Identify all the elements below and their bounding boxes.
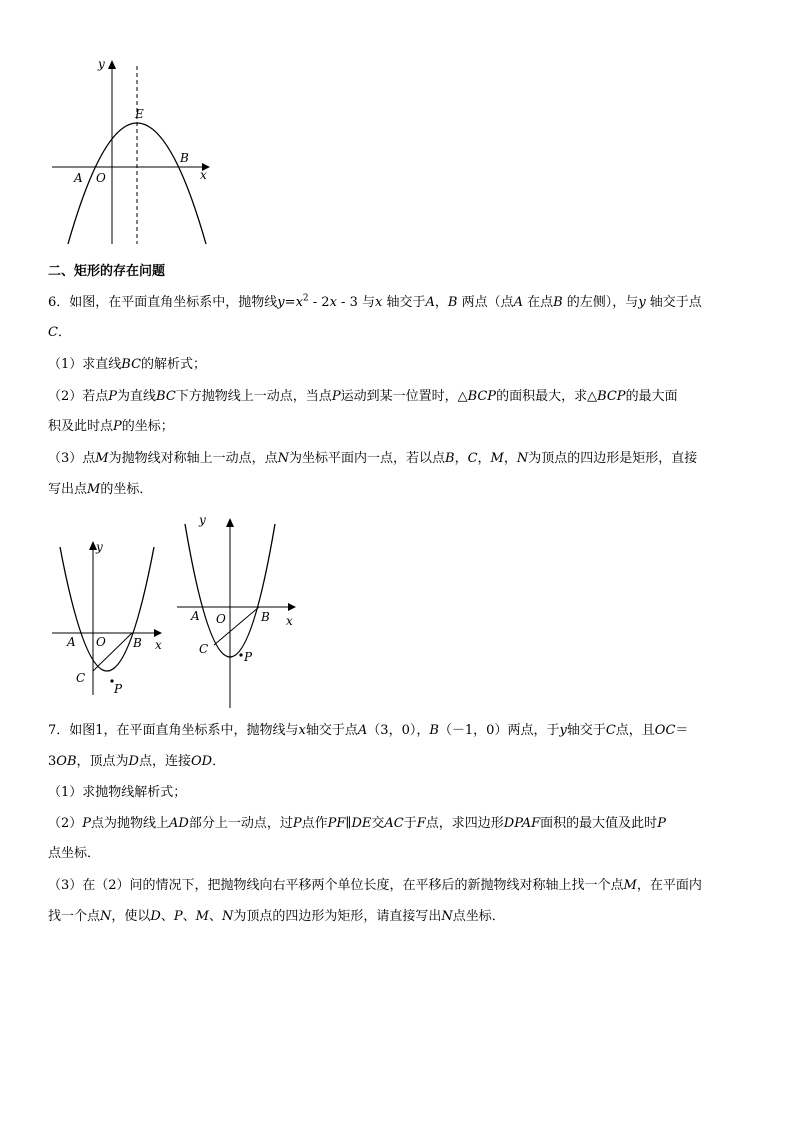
- q6-num: 6．: [48, 295, 70, 310]
- label-y: y: [98, 57, 105, 71]
- label-x: x: [200, 168, 207, 182]
- text: 3: [48, 754, 57, 769]
- text: 运动到某一位置时，△: [340, 389, 468, 404]
- var: C: [48, 325, 58, 340]
- figure-top-parabola: [48, 52, 218, 252]
- q6-part1: [48, 356, 206, 374]
- var: OB: [56, 754, 77, 769]
- text: （1）求直线: [48, 357, 122, 372]
- text: （2）: [48, 816, 83, 831]
- text: ∥: [345, 816, 352, 831]
- var: BCP: [467, 389, 497, 404]
- label-B: B: [261, 610, 270, 624]
- var: N: [221, 909, 234, 924]
- text: 如图，在平面直角坐标系中，抛物线: [69, 295, 278, 310]
- label-y: y: [199, 513, 206, 527]
- text: 为顶点的四边形为矩形，请直接写出: [233, 909, 442, 924]
- var: F: [416, 816, 426, 831]
- label-y: y: [96, 540, 103, 554]
- q7-part2-line2: 点坐标．: [48, 846, 101, 861]
- label-E: E: [135, 107, 144, 121]
- text: 两点（点: [457, 295, 514, 310]
- figure-top-svg: [48, 52, 218, 252]
- parabola-curve: [68, 123, 206, 244]
- text: 轴交于: [566, 723, 606, 738]
- text: 部分上一动点，过: [188, 816, 293, 831]
- eq-x2: x: [329, 295, 337, 310]
- text: ，: [434, 295, 448, 310]
- text: （3）在（2）问的情况下，把抛物线向右平移两个单位长度，在平移后的新抛物线对称轴上找一个点: [48, 878, 624, 893]
- text: 于: [403, 816, 417, 831]
- var: N: [516, 451, 529, 466]
- text: ，在平面内: [636, 878, 702, 893]
- label-x: x: [155, 638, 162, 652]
- label-B: B: [180, 151, 189, 165]
- var: B: [447, 295, 458, 310]
- q7-part3-line2: [48, 908, 505, 926]
- text: （2）若点: [48, 389, 109, 404]
- text: 积及此时点: [48, 419, 114, 434]
- var: DE: [351, 816, 372, 831]
- q6-stem-line2: [48, 324, 71, 342]
- text: 点，连接: [138, 754, 191, 769]
- text: ，: [454, 451, 468, 466]
- text: 、: [160, 909, 174, 924]
- text: 为顶点的四边形是矩形，直接: [528, 451, 698, 466]
- var: A: [357, 723, 368, 738]
- var: B: [445, 451, 455, 466]
- var: B: [553, 295, 563, 310]
- text: 交: [371, 816, 385, 831]
- var: y: [559, 723, 567, 738]
- text: ＝: [675, 723, 689, 738]
- label-O: O: [96, 635, 106, 649]
- text: 的解析式；: [141, 357, 207, 372]
- text: （3，0），: [367, 723, 430, 738]
- text: （3）点: [48, 451, 96, 466]
- label-P: P: [244, 650, 253, 664]
- var: P: [113, 419, 122, 434]
- text: 为直线: [117, 389, 157, 404]
- text: 为坐标平面内一点，若以点: [288, 451, 445, 466]
- text: 的左侧），与: [562, 295, 639, 310]
- figure-left: [48, 535, 173, 700]
- var: y: [638, 295, 646, 310]
- q6-part3-line1: [48, 450, 697, 468]
- text: 点坐标．: [452, 909, 505, 924]
- var: N: [100, 909, 112, 924]
- text: 下方抛物线上一动点，当点: [175, 389, 332, 404]
- var: A: [513, 295, 523, 310]
- var: M: [490, 451, 504, 466]
- var: AD: [169, 816, 189, 831]
- text: 、: [182, 909, 196, 924]
- eq-sup: 2: [302, 293, 309, 304]
- var: M: [195, 909, 209, 924]
- var: P: [82, 816, 92, 831]
- label-P: P: [114, 682, 123, 696]
- text: 点为抛物线上: [91, 816, 170, 831]
- text: ，: [477, 451, 491, 466]
- text: 的坐标．: [100, 482, 153, 497]
- section-heading: 二、矩形的存在问题: [48, 264, 166, 279]
- label-B: B: [133, 636, 142, 650]
- text: ，使以: [111, 909, 151, 924]
- text: ，顶点为: [76, 754, 129, 769]
- var: P: [657, 816, 666, 831]
- eq-rest2: - 3 与: [336, 295, 375, 310]
- text: 点，且: [615, 723, 655, 738]
- text: 的坐标；: [121, 419, 174, 434]
- text: 在点: [522, 295, 554, 310]
- text: ．: [57, 325, 71, 340]
- text: 轴交于: [382, 295, 426, 310]
- var: OC: [654, 723, 676, 738]
- x-axis-arrow-icon: [288, 603, 296, 611]
- label-A: A: [74, 171, 83, 185]
- label-A: A: [191, 609, 200, 623]
- q7-part3-line1: [48, 877, 702, 895]
- label-C: C: [76, 671, 86, 685]
- text: 面积的最大值及此时: [540, 816, 658, 831]
- var: x: [298, 723, 306, 738]
- figure-left-svg: [48, 535, 173, 700]
- text: 轴交于点: [305, 723, 358, 738]
- y-axis-arrow-icon: [226, 518, 234, 527]
- var: OD: [190, 754, 213, 769]
- text: 找一个点: [48, 909, 101, 924]
- var: P: [108, 389, 118, 404]
- var: C: [605, 723, 616, 738]
- var: BC: [121, 357, 142, 372]
- q7-stem-line2: [48, 753, 225, 771]
- text: 为抛物线对称轴上一动点，点: [108, 451, 278, 466]
- label-x: x: [286, 614, 293, 628]
- var: D: [150, 909, 161, 924]
- q6-part3-line2: [48, 481, 152, 499]
- var: AC: [384, 816, 404, 831]
- label-C: C: [199, 642, 209, 656]
- label-O: O: [216, 612, 226, 626]
- var: P: [292, 816, 302, 831]
- var: P: [331, 389, 341, 404]
- var: C: [467, 451, 478, 466]
- var: PF: [327, 816, 346, 831]
- text: ．: [212, 754, 226, 769]
- var: M: [87, 482, 101, 497]
- text: ，: [503, 451, 517, 466]
- point-P: [239, 653, 242, 656]
- label-A: A: [67, 635, 76, 649]
- var: P: [173, 909, 183, 924]
- y-axis-arrow-icon: [108, 60, 116, 69]
- figure-right: [175, 510, 305, 710]
- var: M: [95, 451, 109, 466]
- text: 点作: [301, 816, 328, 831]
- x-axis-arrow-icon: [154, 629, 162, 637]
- q7-part1: （1）求抛物线解析式；: [48, 785, 187, 800]
- parabola-curve: [60, 547, 154, 671]
- text: 写出点: [48, 482, 88, 497]
- label-O: O: [96, 171, 106, 185]
- var: DPAF: [503, 816, 541, 831]
- text: 、: [208, 909, 222, 924]
- var: D: [128, 754, 139, 769]
- q6-part2-line1: [48, 388, 678, 406]
- var: BC: [156, 389, 176, 404]
- text: 轴交于点: [645, 295, 702, 310]
- text: 7．如图1，在平面直角坐标系中，抛物线与: [48, 723, 299, 738]
- var: N: [277, 451, 289, 466]
- q7-part2-line1: [48, 815, 666, 833]
- var: B: [429, 723, 439, 738]
- eq-rest: - 2: [308, 295, 330, 310]
- q6-stem-line1: [48, 294, 702, 312]
- text: （－1，0）两点，于: [438, 723, 560, 738]
- text: 的面积最大，求△: [496, 389, 598, 404]
- figure-right-svg: [175, 510, 305, 710]
- text: 点，求四边形: [425, 816, 504, 831]
- eq-y: y: [277, 295, 285, 310]
- var: N: [441, 909, 453, 924]
- var: A: [425, 295, 435, 310]
- var: BCP: [597, 389, 626, 404]
- q6-part2-line2: [48, 418, 174, 436]
- var: M: [623, 878, 637, 893]
- var: x: [374, 295, 383, 310]
- text: 的最大面: [625, 389, 678, 404]
- eq-x: x: [295, 295, 303, 310]
- eq-eq: =: [284, 295, 296, 310]
- q7-stem-line1: [48, 722, 688, 740]
